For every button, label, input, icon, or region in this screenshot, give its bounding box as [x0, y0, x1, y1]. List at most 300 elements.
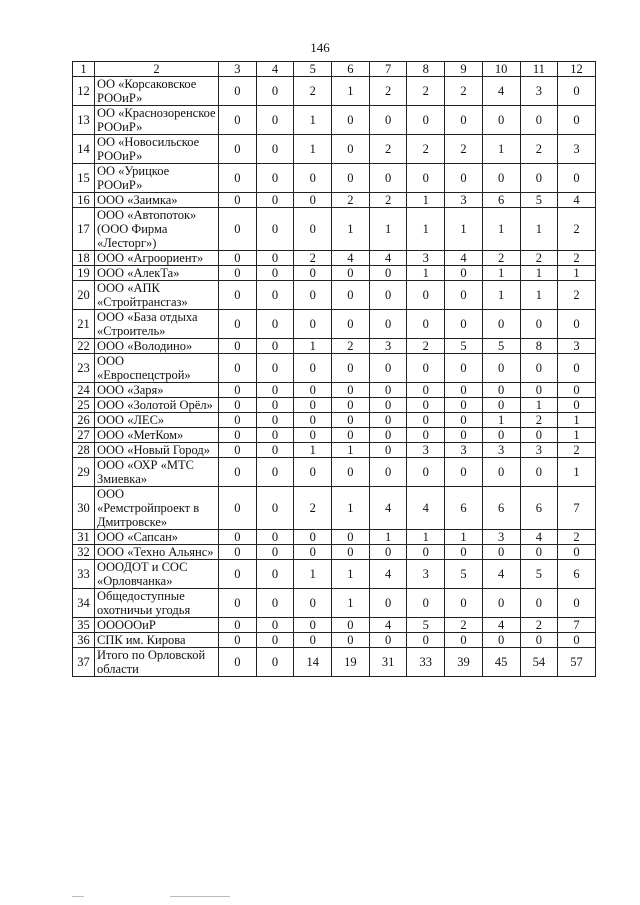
header-cell: 9: [445, 62, 483, 77]
value-cell: 0: [294, 545, 332, 560]
value-cell: 1: [332, 560, 370, 589]
value-cell: 1: [332, 443, 370, 458]
value-cell: 0: [369, 398, 407, 413]
header-cell: 5: [294, 62, 332, 77]
organization-name-line: «Евроспецстрой»: [97, 368, 191, 382]
row-number: 24: [73, 383, 95, 398]
value-cell: 5: [520, 193, 558, 208]
organization-name-line: ООО «ЛЕС»: [97, 413, 165, 427]
organization-name: [95, 428, 219, 443]
value-cell: 0: [294, 383, 332, 398]
value-cell: 0: [369, 633, 407, 648]
value-cell: 0: [520, 589, 558, 618]
value-cell: 0: [558, 106, 596, 135]
table-row: [73, 487, 596, 530]
value-cell: 0: [407, 281, 445, 310]
row-number: 20: [73, 281, 95, 310]
value-cell: 1: [407, 530, 445, 545]
value-cell: 0: [445, 458, 483, 487]
value-cell: 0: [256, 530, 294, 545]
value-cell: 0: [407, 589, 445, 618]
value-cell: 4: [332, 251, 370, 266]
row-number: 33: [73, 560, 95, 589]
organization-name: [95, 354, 219, 383]
row-number: 21: [73, 310, 95, 339]
value-cell: 1: [294, 106, 332, 135]
value-cell: 0: [294, 164, 332, 193]
value-cell: 0: [219, 208, 257, 251]
organization-name: [95, 339, 219, 354]
value-cell: 0: [558, 164, 596, 193]
table-row: [73, 310, 596, 339]
table-row: [73, 545, 596, 560]
value-cell: 1: [294, 135, 332, 164]
value-cell: 0: [219, 530, 257, 545]
row-number: 12: [73, 77, 95, 106]
organization-name-line: охотничьи угодья: [97, 603, 191, 617]
value-cell: 0: [445, 383, 483, 398]
organization-name-line: ООО «Золотой Орёл»: [97, 398, 213, 412]
organization-name-line: РООиР»: [97, 178, 143, 192]
organization-name: [95, 458, 219, 487]
value-cell: 3: [445, 193, 483, 208]
value-cell: 0: [407, 413, 445, 428]
row-number: 31: [73, 530, 95, 545]
value-cell: 0: [294, 310, 332, 339]
value-cell: 3: [520, 443, 558, 458]
value-cell: 3: [558, 135, 596, 164]
value-cell: 2: [558, 281, 596, 310]
value-cell: 4: [558, 193, 596, 208]
value-cell: 0: [219, 135, 257, 164]
value-cell: 0: [332, 383, 370, 398]
value-cell: 1: [558, 428, 596, 443]
value-cell: 1: [369, 530, 407, 545]
value-cell: 0: [219, 77, 257, 106]
value-cell: 2: [445, 618, 483, 633]
value-cell: 0: [294, 398, 332, 413]
table-row: [73, 398, 596, 413]
value-cell: 0: [407, 106, 445, 135]
value-cell: 3: [407, 560, 445, 589]
value-cell: 0: [219, 487, 257, 530]
value-cell: 0: [219, 281, 257, 310]
organization-name-line: ООО «Заимка»: [97, 193, 178, 207]
value-cell: 0: [332, 281, 370, 310]
value-cell: 0: [219, 251, 257, 266]
value-cell: 1: [294, 560, 332, 589]
value-cell: 0: [482, 633, 520, 648]
row-number: 18: [73, 251, 95, 266]
value-cell: 54: [520, 648, 558, 677]
value-cell: 4: [482, 560, 520, 589]
table-row: [73, 633, 596, 648]
table-row: [73, 354, 596, 383]
value-cell: 0: [219, 383, 257, 398]
header-cell: 4: [256, 62, 294, 77]
value-cell: 0: [445, 310, 483, 339]
value-cell: 2: [520, 251, 558, 266]
value-cell: 0: [219, 339, 257, 354]
value-cell: 1: [482, 135, 520, 164]
value-cell: 0: [369, 164, 407, 193]
value-cell: 0: [558, 589, 596, 618]
value-cell: 0: [558, 310, 596, 339]
value-cell: 1: [407, 208, 445, 251]
organization-name-line: ООО «ОХР «МТС: [97, 458, 194, 472]
value-cell: 0: [445, 354, 483, 383]
value-cell: 0: [219, 560, 257, 589]
value-cell: 0: [294, 428, 332, 443]
value-cell: 3: [369, 339, 407, 354]
value-cell: 0: [482, 589, 520, 618]
value-cell: 1: [332, 208, 370, 251]
organization-name-line: «Строитель»: [97, 324, 166, 338]
value-cell: 0: [256, 266, 294, 281]
value-cell: 0: [558, 383, 596, 398]
organization-name-line: «Орловчанка»: [97, 574, 173, 588]
organization-name-line: РООиР»: [97, 149, 143, 163]
row-number: 17: [73, 208, 95, 251]
value-cell: 2: [558, 208, 596, 251]
table-row: [73, 208, 596, 251]
organization-name: [95, 310, 219, 339]
value-cell: 1: [294, 339, 332, 354]
value-cell: 0: [332, 545, 370, 560]
organization-name: [95, 106, 219, 135]
value-cell: 31: [369, 648, 407, 677]
table-row: [73, 589, 596, 618]
value-cell: 1: [520, 208, 558, 251]
value-cell: 0: [256, 633, 294, 648]
value-cell: 0: [256, 383, 294, 398]
row-number: 25: [73, 398, 95, 413]
value-cell: 1: [558, 413, 596, 428]
page-number: 146: [310, 40, 330, 55]
table-row: [73, 443, 596, 458]
value-cell: 4: [369, 560, 407, 589]
value-cell: 0: [256, 413, 294, 428]
row-number: 13: [73, 106, 95, 135]
value-cell: 0: [369, 281, 407, 310]
value-cell: 4: [369, 251, 407, 266]
value-cell: 0: [482, 106, 520, 135]
value-cell: 0: [256, 106, 294, 135]
value-cell: 2: [482, 251, 520, 266]
organization-name-line: ОООДОТ и СОС: [97, 560, 188, 574]
value-cell: 1: [369, 208, 407, 251]
table-row: [73, 106, 596, 135]
value-cell: 0: [407, 398, 445, 413]
value-cell: 4: [520, 530, 558, 545]
header-cell: 7: [369, 62, 407, 77]
value-cell: 0: [332, 164, 370, 193]
value-cell: 0: [520, 106, 558, 135]
organization-name: [95, 398, 219, 413]
value-cell: 0: [520, 428, 558, 443]
value-cell: 0: [369, 458, 407, 487]
value-cell: 0: [219, 310, 257, 339]
value-cell: 0: [256, 487, 294, 530]
value-cell: 0: [256, 339, 294, 354]
value-cell: 5: [445, 339, 483, 354]
value-cell: 0: [558, 77, 596, 106]
value-cell: 2: [332, 339, 370, 354]
value-cell: 0: [482, 354, 520, 383]
organization-name: [95, 648, 219, 677]
value-cell: 6: [482, 193, 520, 208]
organization-name-line: ООО «Заря»: [97, 383, 164, 397]
value-cell: 0: [369, 545, 407, 560]
organization-name: [95, 443, 219, 458]
value-cell: 0: [369, 266, 407, 281]
organization-name: [95, 266, 219, 281]
organization-name-line: (ООО Фирма: [97, 222, 168, 236]
value-cell: 4: [445, 251, 483, 266]
value-cell: 0: [558, 398, 596, 413]
value-cell: 3: [482, 530, 520, 545]
table-row: [73, 530, 596, 545]
value-cell: 5: [445, 560, 483, 589]
row-number: 30: [73, 487, 95, 530]
value-cell: 0: [256, 193, 294, 208]
value-cell: 0: [219, 164, 257, 193]
row-number: 27: [73, 428, 95, 443]
organization-name-line: ООО «Агроориент»: [97, 251, 204, 265]
header-cell: 11: [520, 62, 558, 77]
value-cell: 0: [445, 413, 483, 428]
value-cell: 0: [407, 458, 445, 487]
value-cell: 0: [219, 106, 257, 135]
organization-name-line: Дмитровске»: [97, 515, 168, 529]
value-cell: 0: [445, 398, 483, 413]
value-cell: 0: [219, 266, 257, 281]
value-cell: 0: [219, 428, 257, 443]
value-cell: 2: [407, 339, 445, 354]
row-number: 26: [73, 413, 95, 428]
value-cell: 0: [445, 545, 483, 560]
value-cell: 0: [256, 135, 294, 164]
value-cell: 0: [219, 618, 257, 633]
header-cell: 2: [95, 62, 219, 77]
value-cell: 0: [445, 281, 483, 310]
value-cell: 0: [256, 164, 294, 193]
value-cell: 0: [294, 458, 332, 487]
row-number: 14: [73, 135, 95, 164]
value-cell: 0: [445, 633, 483, 648]
value-cell: 2: [294, 487, 332, 530]
table-row: [73, 193, 596, 208]
value-cell: 0: [445, 106, 483, 135]
value-cell: 14: [294, 648, 332, 677]
scan-mark: [170, 896, 230, 897]
value-cell: 0: [256, 545, 294, 560]
value-cell: 0: [445, 266, 483, 281]
row-number: 19: [73, 266, 95, 281]
value-cell: 3: [407, 443, 445, 458]
table-row: [73, 251, 596, 266]
value-cell: 0: [256, 428, 294, 443]
value-cell: 0: [256, 589, 294, 618]
value-cell: 0: [407, 164, 445, 193]
organization-name-line: ООО «Сапсан»: [97, 530, 179, 544]
header-cell: 1: [73, 62, 95, 77]
value-cell: 3: [445, 443, 483, 458]
value-cell: 0: [332, 428, 370, 443]
value-cell: 2: [558, 530, 596, 545]
value-cell: 1: [332, 487, 370, 530]
header-cell: 10: [482, 62, 520, 77]
value-cell: 0: [482, 383, 520, 398]
value-cell: 1: [520, 266, 558, 281]
organization-name: [95, 77, 219, 106]
value-cell: 1: [407, 193, 445, 208]
value-cell: 2: [445, 135, 483, 164]
value-cell: 0: [256, 560, 294, 589]
row-number: 35: [73, 618, 95, 633]
value-cell: 0: [407, 354, 445, 383]
value-cell: 5: [520, 560, 558, 589]
organization-name: [95, 633, 219, 648]
value-cell: 1: [445, 530, 483, 545]
value-cell: 1: [482, 413, 520, 428]
organization-name: [95, 487, 219, 530]
value-cell: 0: [332, 135, 370, 164]
value-cell: 0: [369, 413, 407, 428]
organization-name: [95, 281, 219, 310]
value-cell: 0: [219, 413, 257, 428]
value-cell: 0: [332, 106, 370, 135]
organization-name: [95, 251, 219, 266]
value-cell: 0: [520, 354, 558, 383]
table-row: [73, 648, 596, 677]
value-cell: 0: [407, 310, 445, 339]
value-cell: 0: [294, 413, 332, 428]
value-cell: 0: [219, 648, 257, 677]
value-cell: 0: [219, 458, 257, 487]
value-cell: 0: [332, 310, 370, 339]
value-cell: 0: [482, 310, 520, 339]
row-number: 36: [73, 633, 95, 648]
value-cell: 0: [256, 443, 294, 458]
organization-name-line: ООО «МетКом»: [97, 428, 184, 442]
value-cell: 1: [482, 208, 520, 251]
row-number: 22: [73, 339, 95, 354]
value-cell: 7: [558, 487, 596, 530]
value-cell: 0: [294, 589, 332, 618]
value-cell: 4: [369, 618, 407, 633]
table-row: [73, 428, 596, 443]
organization-name-line: Общедоступные: [97, 589, 185, 603]
value-cell: 0: [369, 443, 407, 458]
value-cell: 0: [332, 354, 370, 383]
header-row: [73, 62, 596, 77]
organization-name-line: «Лесторг»): [97, 236, 157, 250]
value-cell: 2: [520, 413, 558, 428]
value-cell: 0: [219, 633, 257, 648]
organization-name-line: «Стройтрансгаз»: [97, 295, 188, 309]
organization-name-line: ООО «Володино»: [97, 339, 193, 353]
value-cell: 0: [369, 383, 407, 398]
header-cell: 12: [558, 62, 596, 77]
value-cell: 0: [294, 354, 332, 383]
value-cell: 0: [369, 106, 407, 135]
value-cell: 5: [482, 339, 520, 354]
value-cell: 0: [332, 398, 370, 413]
value-cell: 0: [558, 354, 596, 383]
organization-name-line: ОО «Новосильское: [97, 135, 200, 149]
organization-name: [95, 545, 219, 560]
value-cell: 0: [520, 633, 558, 648]
value-cell: 0: [482, 458, 520, 487]
value-cell: 1: [407, 266, 445, 281]
value-cell: 0: [219, 545, 257, 560]
organization-name-line: ОО «Корсаковское: [97, 77, 197, 91]
value-cell: 0: [256, 281, 294, 310]
value-cell: 1: [558, 266, 596, 281]
value-cell: 0: [332, 266, 370, 281]
organization-name-line: ООО: [97, 487, 125, 501]
organization-name-line: ОО «Краснозоренское: [97, 106, 216, 120]
organization-name-line: РООиР»: [97, 91, 143, 105]
table-row: [73, 383, 596, 398]
value-cell: 0: [332, 530, 370, 545]
organization-name: [95, 560, 219, 589]
organization-name: [95, 135, 219, 164]
value-cell: 0: [332, 618, 370, 633]
value-cell: 0: [294, 530, 332, 545]
value-cell: 2: [558, 251, 596, 266]
value-cell: 0: [520, 545, 558, 560]
organization-name-line: области: [97, 662, 139, 676]
value-cell: 0: [256, 398, 294, 413]
value-cell: 0: [256, 458, 294, 487]
value-cell: 1: [332, 77, 370, 106]
value-cell: 0: [294, 193, 332, 208]
organization-name: [95, 208, 219, 251]
row-number: 16: [73, 193, 95, 208]
value-cell: 1: [294, 443, 332, 458]
value-cell: 0: [256, 648, 294, 677]
value-cell: 45: [482, 648, 520, 677]
table-body: [73, 77, 596, 677]
value-cell: 2: [369, 135, 407, 164]
value-cell: 57: [558, 648, 596, 677]
value-cell: 2: [369, 193, 407, 208]
value-cell: 4: [407, 487, 445, 530]
value-cell: 1: [332, 589, 370, 618]
row-number: 32: [73, 545, 95, 560]
value-cell: 2: [407, 77, 445, 106]
value-cell: 0: [520, 310, 558, 339]
value-cell: 3: [558, 339, 596, 354]
value-cell: 1: [520, 281, 558, 310]
value-cell: 2: [332, 193, 370, 208]
value-cell: 7: [558, 618, 596, 633]
organization-name: [95, 164, 219, 193]
value-cell: 1: [482, 281, 520, 310]
value-cell: 2: [520, 618, 558, 633]
statistics-table: [72, 61, 596, 677]
organization-name-line: Итого по Орловской: [97, 648, 206, 662]
organization-name-line: СПК им. Кирова: [97, 633, 186, 647]
value-cell: 0: [256, 251, 294, 266]
row-number: 15: [73, 164, 95, 193]
value-cell: 3: [482, 443, 520, 458]
value-cell: 39: [445, 648, 483, 677]
value-cell: 3: [407, 251, 445, 266]
value-cell: 6: [482, 487, 520, 530]
